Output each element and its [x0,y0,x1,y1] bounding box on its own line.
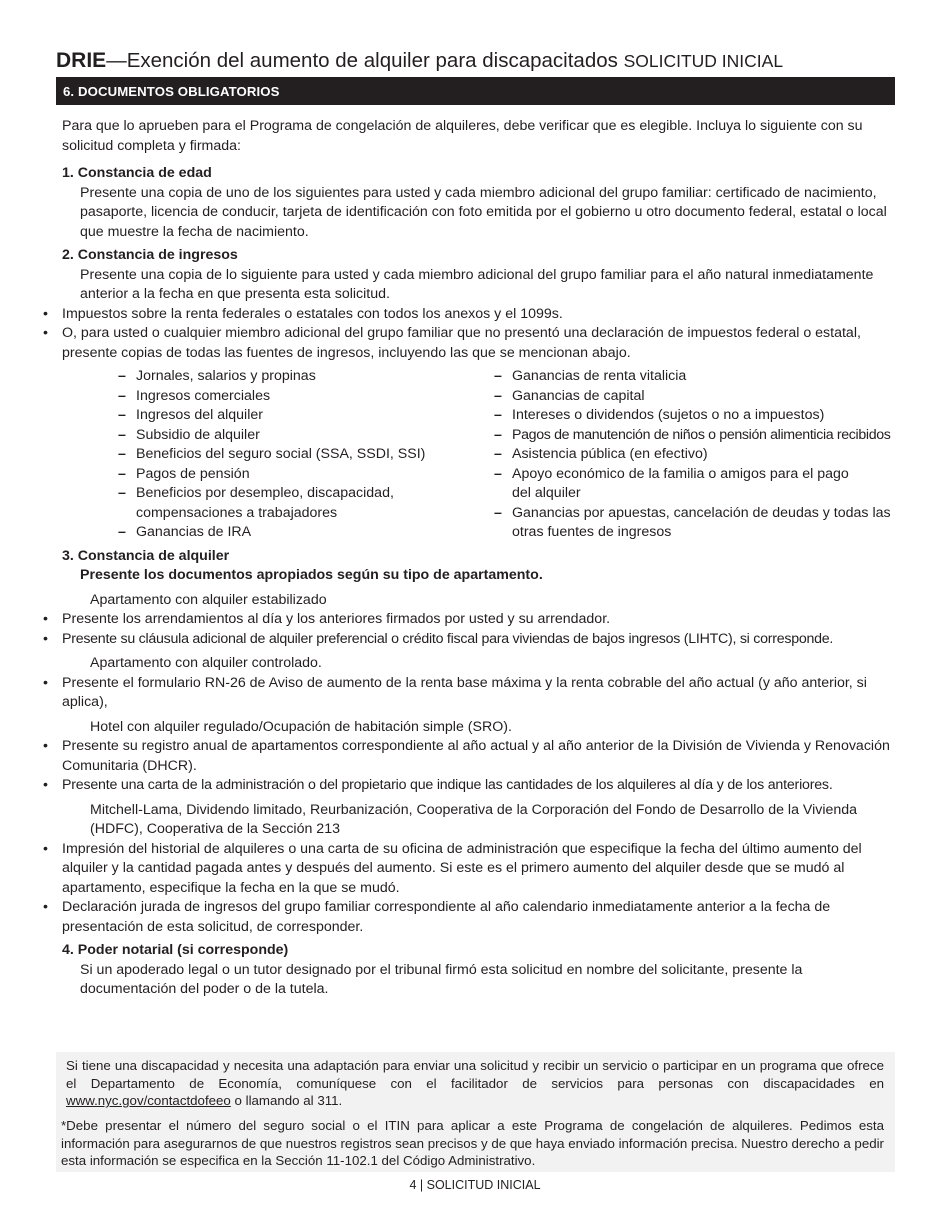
program-code: DRIE [56,49,107,72]
income-sources-left [118,367,494,543]
rent-heading: 3. Constancia de alquiler [62,547,230,564]
rent-group-bullets [62,674,898,713]
title-dash: — [106,49,127,72]
list-item: – Subsidio de alquiler [136,426,494,446]
program-title: Exención del aumento de alquiler para discapacitados [126,49,618,72]
list-item: – Pagos de pensión [136,465,494,485]
rent-group-bullets [62,737,898,796]
list-item: – Ingresos del alquiler [136,406,494,426]
list-item: • Presente una carta de la administración o del propietario que indique las cantidades de los alquileres al día y de los anteriores. [62,776,898,796]
rent-group-title: Hotel con alquiler regulado/Ocupación de habitación simple (SRO). [90,718,512,735]
age-heading: 1. Constancia de edad [62,165,212,181]
list-item: • Presente el formulario RN-26 de Aviso de aumento de la renta base máxima y la renta cobrable del año actual (y año anterior, si aplica), [62,674,898,713]
list-item: – Beneficios del seguro social (SSA, SSDI, SSI) [136,445,494,465]
accessibility-note [66,1057,884,1110]
list-item: – Ganancias por apuestas, cancelación de deudas y todas las otras fuentes de ingresos [512,504,894,543]
rent-group-bullets [62,840,898,938]
list-item: • O, para usted o cualquier miembro adicional del grupo familiar que no presentó una declaración de impuestos federal o estatal, presente copias de todas las fuentes de ingresos, incluyendo las que se mencionan abajo. [62,324,898,363]
rent-subheading: Presente los documentos apropiados según su tipo de apartamento. [80,567,543,583]
document-subtitle: SOLICITUD INICIAL [623,51,784,71]
income-sources-right [494,367,894,543]
income-body: Presente una copia de lo siguiente para usted y cada miembro adicional del grupo familiar para el año natural inmediatamente anterior a la fecha en que presenta esta solicitud. [80,266,874,302]
list-item: • Impresión del historial de alquileres o una carta de su oficina de administración que especifique la fecha del último aumento del alquiler y la cantidad pagada antes y después del aumento. Si este es el primero aumento del alquiler desde que se mudó al apartamento, especifique la fecha en la que se mudó. [62,840,898,899]
list-item: • Declaración jurada de ingresos del grupo familiar correspondiente al año calendario inmediatamente anterior a la fecha de presentación de esta solicitud, de corresponder. [62,898,898,937]
accessibility-tail: o llamando al 311. [234,1093,343,1108]
accessibility-text: Si tiene una discapacidad y necesita una adaptación para enviar una solicitud y recibir un servicio o participar en un programa que ofrece el Departamento de Economía, comuníquese con el facilitador de servicios para personas con discapacidades en [66,1058,884,1091]
section-banner [56,77,895,105]
list-item: – Pagos de manutención de niños o pensión alimenticia recibidos [512,426,894,446]
income-bullets [62,305,898,364]
page-footer: 4 | SOLICITUD INICIAL [409,1178,541,1192]
contact-link[interactable]: www.nyc.gov/contactdofeeo [66,1093,231,1108]
list-item: – Ganancias de IRA [136,523,494,543]
section-heading: 6. DOCUMENTOS OBLIGATORIOS [63,84,280,99]
document-title [56,48,896,74]
list-item: • Presente su cláusula adicional de alquiler preferencial o crédito fiscal para viviendas de bajos ingresos (LIHTC), si corresponde. [62,630,898,650]
poa-heading: 4. Poder notarial (si corresponde) [62,942,289,958]
list-item: – Jornales, salarios y propinas [136,367,494,387]
income-heading: 2. Constancia de ingresos [62,247,238,263]
list-item: • Impuestos sobre la renta federales o estatales con todos los anexos y el 1099s. [62,305,898,325]
rent-group-bullets [62,610,898,649]
age-body: Presente una copia de uno de los siguientes para usted y cada miembro adicional del grupo familiar: certificado de nacimiento, pasaporte, licencia de conducir, tarjeta de identificación con foto emitida por el gobierno u otro documento federal, estatal o local que muestre la fecha de nacimiento. [80,184,887,240]
list-item: – Beneficios por desempleo, discapacidad, compensaciones a trabajadores [136,484,416,523]
section-content [62,117,898,1000]
list-item: – Apoyo económico de la familia o amigos para el pago del alquiler [512,465,864,504]
list-item: – Asistencia pública (en efectivo) [512,445,894,465]
rent-group-title: Apartamento con alquiler controlado. [90,655,322,671]
income-sources [118,367,898,543]
list-item: – Ganancias de renta vitalicia [512,367,894,387]
poa-body: Si un apoderado legal o un tutor designado por el tribunal firmó esta solicitud en nombre del solicitante, presente la documentación del poder o de la tutela. [80,961,803,997]
list-item: – Intereses o dividendos (sujetos o no a impuestos) [512,406,894,426]
rent-group-title: Mitchell-Lama, Dividendo limitado, Reurbanización, Cooperativa de la Corporación del Fondo de Desarrollo de la Vivienda (HDFC), Cooperativa de la Sección 213 [90,801,858,837]
list-item: • Presente los arrendamientos al día y los anteriores firmados por usted y su arrendador. [62,610,898,630]
rent-group-title: Apartamento con alquiler estabilizado [90,591,327,608]
list-item: – Ingresos comerciales [136,387,494,407]
list-item: – Ganancias de capital [512,387,894,407]
intro-paragraph: Para que lo aprueben para el Programa de congelación de alquileres, debe verificar que es elegible. Incluya lo siguiente con su solicitud completa y firmada: [62,118,863,154]
list-item: • Presente su registro anual de apartamentos correspondiente al año actual y al año anterior de la División de Vivienda y Renovación Comunitaria (DHCR). [62,737,898,776]
ssn-note: *Debe presentar el número del seguro social o el ITIN para aplicar a este Programa de congelación de alquileres. Pedimos esta información para asegurarnos de que nuestros registros sean precisos y de que haya enviado información precisa. Nuestro derecho a pedir esta información se especifica en la Sección 11-102.1 del Código Administrativo. [61,1118,884,1168]
